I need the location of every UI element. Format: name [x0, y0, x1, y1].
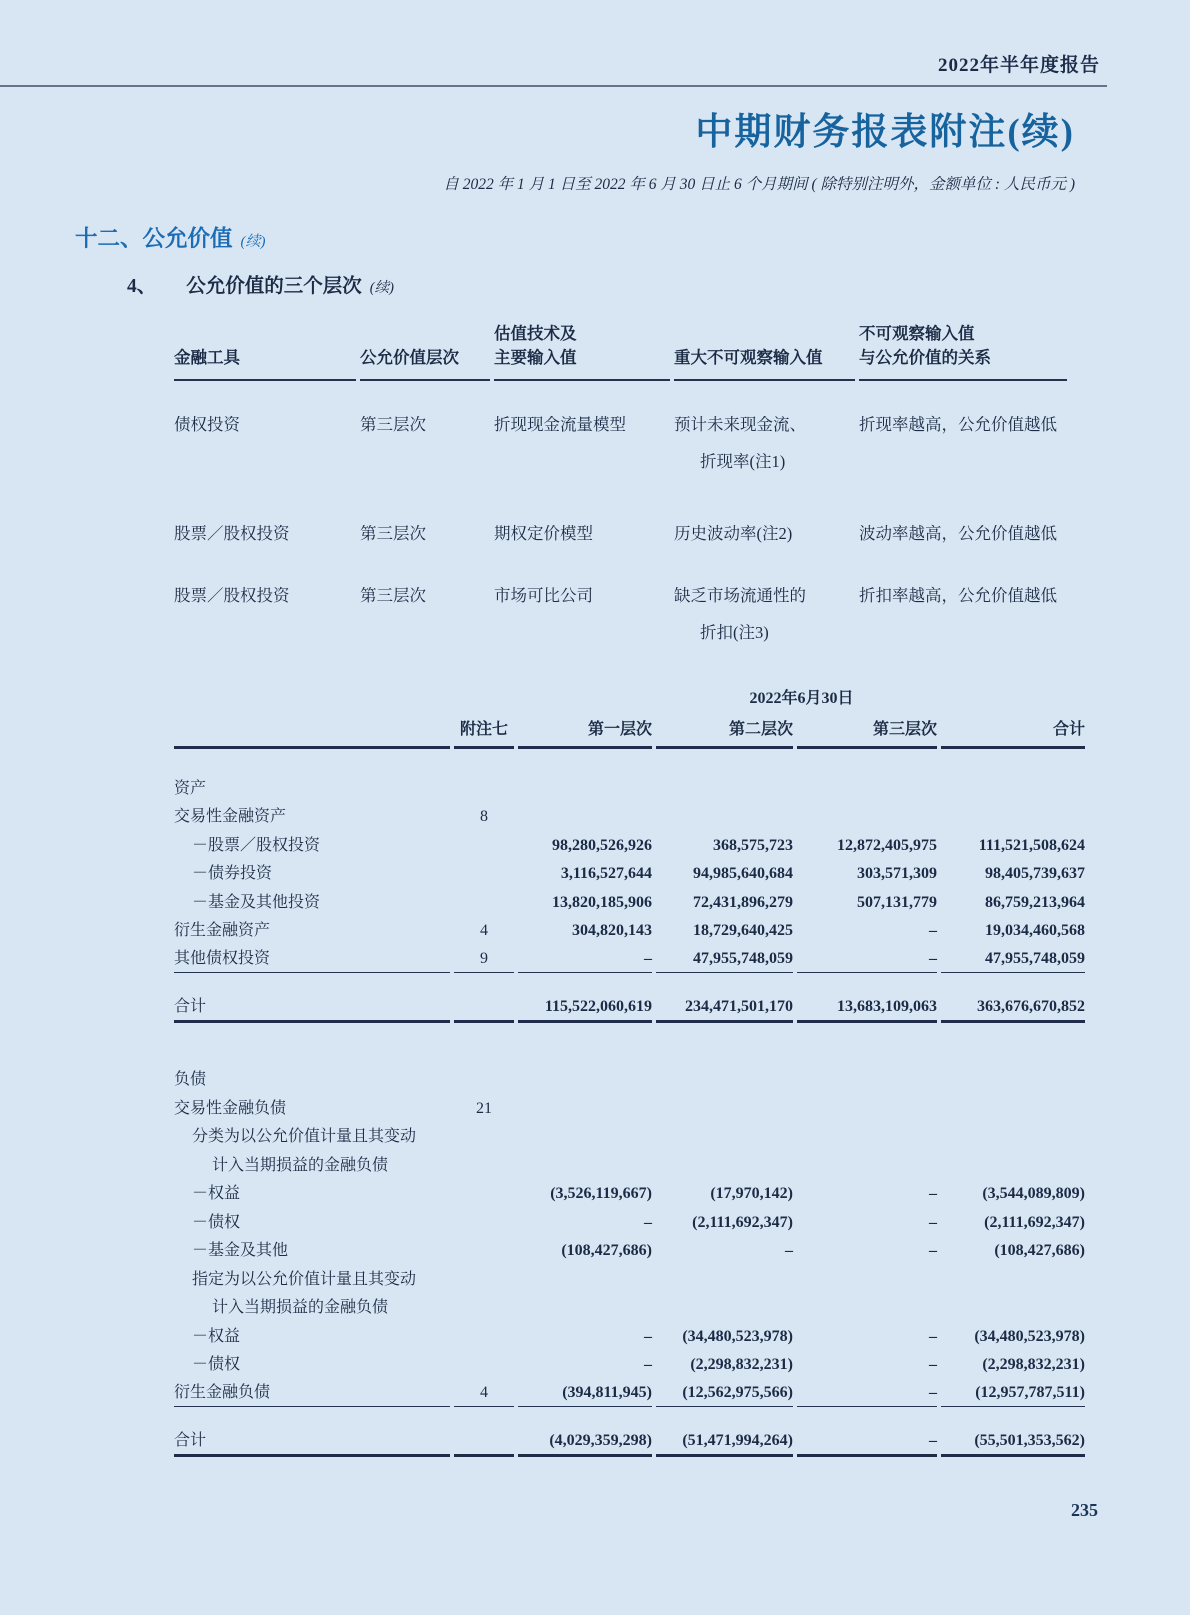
row-value: – [797, 944, 937, 973]
row-note [454, 1264, 514, 1293]
row-label: 分类为以公允价值计量且其变动 [192, 1128, 417, 1145]
row-label: 交易性金融资产 [174, 808, 287, 825]
table-row [174, 993, 1085, 1023]
row-value: 98,405,739,637 [985, 865, 1085, 882]
row-label: 其他债权投资 [174, 944, 450, 973]
cell-technique: 市场可比公司 [494, 586, 593, 605]
row-value: – [929, 922, 937, 939]
row-value [941, 1293, 1085, 1322]
row-value [518, 773, 652, 802]
spacer [174, 1023, 1085, 1065]
row-value [797, 1264, 937, 1293]
subsection-continued-marker: (续) [369, 280, 394, 296]
cell-technique: 折现现金流量模型 [494, 415, 626, 434]
col-header-relation: 不可观察输入值 与公允价值的关系 [859, 320, 1067, 381]
section-continued-marker: (续) [240, 234, 266, 250]
row-value: – [644, 1213, 652, 1231]
row-note [454, 1427, 514, 1457]
row-value: (51,471,994,264) [656, 1427, 793, 1457]
cell-instrument: 股票／股权投资 [174, 524, 290, 543]
row-value: – [518, 944, 652, 973]
cell-input: 历史波动率(注2) [674, 524, 793, 543]
row-value: – [929, 1185, 937, 1202]
date-header-row [174, 685, 1085, 716]
table-row [174, 1207, 1085, 1236]
subsection-title: 公允价值的三个层次 [186, 276, 362, 297]
row-value [797, 1150, 937, 1179]
row-value: 304,820,143 [572, 922, 652, 939]
row-note [454, 1122, 514, 1151]
row-value: (108,427,686) [561, 1242, 652, 1259]
page-number: 235 [1071, 1500, 1098, 1520]
subsection-heading [127, 270, 1190, 298]
row-note: 4 [480, 922, 488, 939]
row-value [518, 1093, 652, 1122]
row-label: 资产 [174, 779, 207, 797]
row-value: – [929, 1327, 937, 1345]
row-value: (2,298,832,231) [982, 1356, 1085, 1373]
row-note: 9 [454, 944, 514, 973]
row-value [518, 802, 652, 831]
row-label: －基金及其他 [192, 1242, 289, 1259]
table-row [174, 973, 1085, 993]
row-value: 303,571,309 [857, 865, 937, 882]
row-value [797, 802, 937, 831]
row-note [454, 1207, 514, 1236]
cell-technique: 期权定价模型 [494, 524, 593, 543]
row-value: – [797, 1427, 937, 1457]
spacer [174, 749, 1085, 773]
row-value: (2,111,692,347) [692, 1213, 793, 1231]
row-note [454, 1321, 514, 1350]
section-number: 十二、 [75, 226, 143, 251]
valuation-table [170, 320, 1071, 643]
cell-level: 第三层次 [360, 415, 426, 434]
row-label: －权益 [192, 1327, 241, 1345]
table-row [174, 1321, 1085, 1350]
valuation-row [174, 381, 1067, 472]
row-label: －权益 [192, 1185, 241, 1202]
row-value [941, 1122, 1085, 1151]
tables-container [174, 320, 1105, 1457]
cell-level: 第三层次 [360, 586, 426, 605]
row-value: 86,759,213,964 [985, 893, 1085, 911]
row-value [518, 1293, 652, 1322]
row-value: 72,431,896,279 [693, 893, 793, 911]
row-value: 19,034,460,568 [985, 922, 1085, 939]
row-value: 18,729,640,425 [693, 922, 793, 939]
row-value: (17,970,142) [710, 1185, 793, 1202]
row-value: 3,116,527,644 [560, 865, 652, 882]
row-value [941, 773, 1085, 802]
section-title: 公允价值 [142, 226, 233, 251]
row-label: －股票／股权投资 [192, 836, 321, 854]
col-header-note: 附注七 [454, 716, 514, 749]
valuation-table-header-row [174, 320, 1067, 381]
row-value: 13,683,109,063 [797, 993, 937, 1023]
valuation-row [174, 544, 1067, 643]
row-value: – [929, 1213, 937, 1231]
report-header: 2022年半年度报告 [937, 55, 1100, 76]
row-value [518, 1150, 652, 1179]
cell-relation: 折扣率越高，公允价值越低 [859, 586, 1057, 605]
row-note [454, 993, 514, 1023]
page-subtitle: 自 2022 年 1 月 1 日至 2022 年 6 月 30 日止 6 个月期间 ( 除特别注明外，金额单位 : 人民币元 ) [443, 176, 1075, 193]
row-label: 负债 [174, 1071, 207, 1088]
row-value [941, 802, 1085, 831]
row-label: －债权 [192, 1213, 241, 1231]
row-note [454, 859, 514, 888]
row-label: －债权 [192, 1356, 241, 1373]
row-value: 111,521,508,624 [978, 836, 1085, 854]
row-value: (3,526,119,667) [550, 1185, 652, 1202]
row-value: – [644, 1356, 652, 1373]
table-row [174, 1264, 1085, 1293]
table-row [174, 916, 1085, 945]
table-row [174, 887, 1085, 916]
spacer [174, 1407, 1085, 1427]
row-value: (55,501,353,562) [941, 1427, 1085, 1457]
row-label: 指定为以公允价值计量且其变动 [192, 1270, 417, 1288]
row-value: 94,985,640,684 [693, 865, 793, 882]
cell-input: 预计未来现金流、 折现率(注1) [674, 415, 806, 471]
row-value: 12,872,405,975 [837, 836, 937, 854]
row-label: 计入当期损益的金融负债 [212, 1299, 389, 1316]
cell-relation: 折现率越高，公允价值越低 [859, 415, 1057, 434]
table-row [174, 1293, 1085, 1322]
row-value: – [797, 1378, 937, 1407]
table-row [174, 1350, 1085, 1379]
table-row [174, 1427, 1085, 1457]
col-header-unobservable-input: 重大不可观察输入值 [674, 320, 855, 381]
row-value [656, 1264, 793, 1293]
row-value: 13,820,185,906 [552, 893, 652, 911]
row-value: – [929, 1242, 937, 1259]
spacer [174, 973, 1085, 993]
cell-instrument: 股票／股权投资 [174, 586, 290, 605]
cell-level: 第三层次 [360, 524, 426, 543]
col-header-level1: 第一层次 [518, 716, 652, 749]
table-row [174, 1236, 1085, 1265]
table-row [174, 1122, 1085, 1151]
row-value [797, 1122, 937, 1151]
col-header-level: 公允价值层次 [360, 320, 490, 381]
row-note [454, 1350, 514, 1379]
subsection-number: 4、 [127, 276, 157, 297]
row-value: 47,955,748,059 [941, 944, 1085, 973]
row-value [941, 1093, 1085, 1122]
table-row [174, 749, 1085, 773]
row-label: 衍生金融负债 [174, 1378, 450, 1407]
row-value: (4,029,359,298) [518, 1427, 652, 1457]
fair-value-header-row [174, 716, 1085, 749]
row-value: 507,131,779 [857, 893, 937, 911]
row-value [518, 1065, 652, 1094]
row-value [518, 1264, 652, 1293]
row-value: – [785, 1242, 793, 1259]
row-label: －债券投资 [192, 865, 273, 882]
col-header-instrument: 金融工具 [174, 320, 356, 381]
row-value: 115,522,060,619 [518, 993, 652, 1023]
row-note [454, 1179, 514, 1208]
fair-value-table [170, 685, 1089, 1457]
row-value: (12,957,787,511) [941, 1378, 1085, 1407]
row-value: (12,562,975,566) [656, 1378, 793, 1407]
table-row [174, 1093, 1085, 1122]
col-header-level3: 第三层次 [797, 716, 937, 749]
section-heading [75, 221, 1190, 253]
fair-value-table-body [174, 749, 1085, 1457]
table-row [174, 1065, 1085, 1094]
table-row [174, 1407, 1085, 1427]
date-header: 2022年6月30日 [749, 690, 854, 707]
row-value [518, 1122, 652, 1151]
table-row [174, 1179, 1085, 1208]
row-value [656, 1150, 793, 1179]
row-value: (34,480,523,978) [974, 1327, 1085, 1345]
row-value [656, 1122, 793, 1151]
row-value: – [929, 1356, 937, 1373]
row-note [454, 1150, 514, 1179]
table-row [174, 1023, 1085, 1065]
row-label: 计入当期损益的金融负债 [212, 1156, 389, 1174]
row-label: 合计 [174, 993, 450, 1023]
row-value: (3,544,089,809) [982, 1185, 1085, 1202]
table-row [174, 1378, 1085, 1407]
row-value: (2,298,832,231) [690, 1356, 793, 1373]
row-value: 234,471,501,170 [656, 993, 793, 1023]
row-value [941, 1065, 1085, 1094]
col-header-technique: 估值技术及 主要输入值 [494, 320, 670, 381]
table-row [174, 859, 1085, 888]
row-value: 98,280,526,926 [552, 836, 652, 854]
row-value [797, 773, 937, 802]
row-label: 衍生金融资产 [174, 922, 271, 939]
row-value [797, 1293, 937, 1322]
page-title: 中期财务报表附注(续) [695, 112, 1075, 153]
row-value [656, 1093, 793, 1122]
row-note [454, 1065, 514, 1094]
row-note [454, 887, 514, 916]
table-row [174, 1150, 1085, 1179]
row-value [656, 802, 793, 831]
row-note: 4 [454, 1378, 514, 1407]
row-note [454, 1236, 514, 1265]
row-label: 合计 [174, 1427, 450, 1457]
col-header-label [174, 716, 450, 749]
row-note [454, 830, 514, 859]
cell-instrument: 债权投资 [174, 415, 240, 434]
header-divider [0, 85, 1107, 87]
table-row [174, 944, 1085, 973]
row-value: (2,111,692,347) [984, 1213, 1085, 1231]
row-value [941, 1264, 1085, 1293]
table-row [174, 802, 1085, 831]
row-value [797, 1065, 937, 1094]
row-label: 交易性金融负债 [174, 1099, 287, 1117]
row-value: 363,676,670,852 [941, 993, 1085, 1023]
row-value [941, 1150, 1085, 1179]
table-row [174, 830, 1085, 859]
row-value: (108,427,686) [994, 1242, 1085, 1259]
table-row [174, 773, 1085, 802]
row-value: (34,480,523,978) [682, 1327, 793, 1345]
row-note [454, 1293, 514, 1322]
col-header-level2: 第二层次 [656, 716, 793, 749]
row-note: 21 [476, 1099, 492, 1117]
row-value: 47,955,748,059 [656, 944, 793, 973]
row-value: 368,575,723 [713, 836, 793, 854]
cell-input: 缺乏市场流通性的 折扣(注3) [674, 586, 806, 642]
col-header-total: 合计 [941, 716, 1085, 749]
row-label: －基金及其他投资 [192, 893, 321, 911]
row-value [656, 1293, 793, 1322]
row-value: – [644, 1327, 652, 1345]
row-value [656, 1065, 793, 1094]
row-note: 8 [480, 808, 488, 825]
row-note [454, 773, 514, 802]
row-value [656, 773, 793, 802]
valuation-row [174, 472, 1067, 544]
row-value: (394,811,945) [518, 1378, 652, 1407]
row-value [797, 1093, 937, 1122]
cell-relation: 波动率越高，公允价值越低 [859, 524, 1057, 543]
